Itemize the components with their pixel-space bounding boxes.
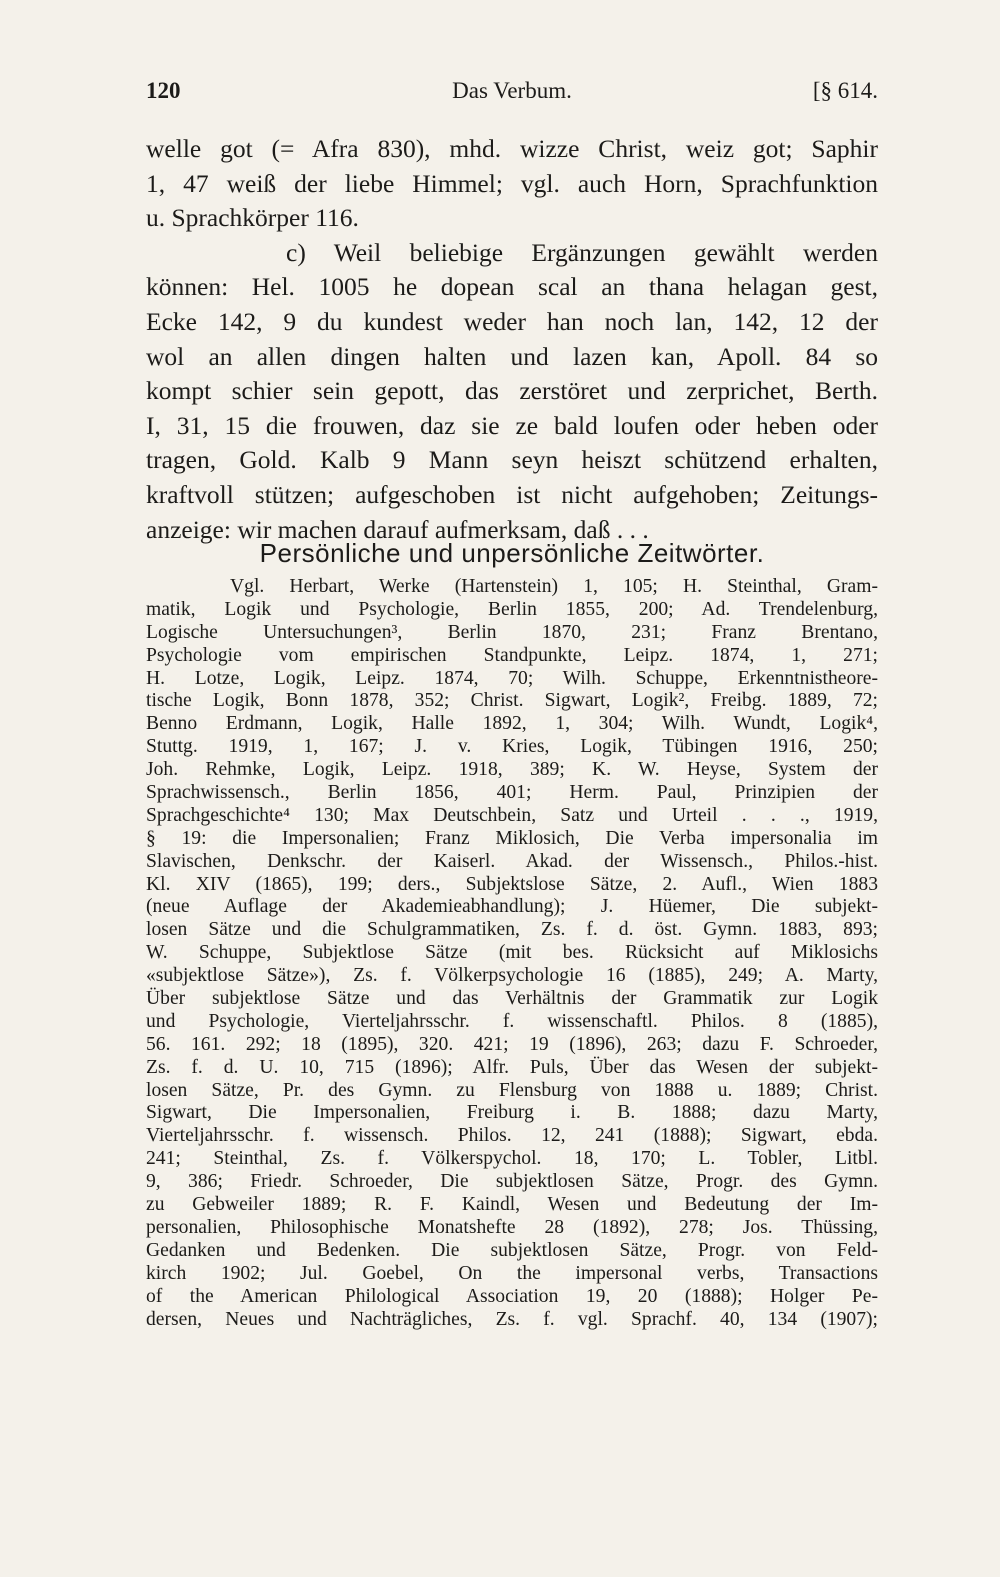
text-line: anzeige: wir machen darauf aufmerksam, daß . . . (146, 514, 649, 544)
biblio-line: § 19: die Impersonalien; Franz Miklosich, Die Verba impersonalia im (146, 827, 878, 849)
biblio-line: Sprachwissensch., Berlin 1856, 401; Herm. Paul, Prinzipien der (146, 782, 878, 804)
biblio-line: tische Logik, Bonn 1878, 352; Christ. Sigwart, Logik², Freibg. 1889, 72; (146, 690, 878, 712)
biblio-line: matik, Logik und Psychologie, Berlin 1855, 200; Ad. Trendelenburg, (146, 598, 878, 620)
biblio-line: Gedanken und Bedenken. Die subjektlosen Sätze, Progr. von Feld- (146, 1239, 878, 1261)
biblio-line: Sigwart, Die Impersonalien, Freiburg i. B. 1888; dazu Marty, (146, 1102, 878, 1124)
page-header (146, 78, 878, 112)
biblio-line: losen Sätze, Pr. des Gymn. zu Flensburg von 1888 u. 1889; Christ. (146, 1079, 878, 1101)
biblio-line: Stuttg. 1919, 1, 167; J. v. Kries, Logik, Tübingen 1916, 250; (146, 736, 878, 758)
running-title: Das Verbum. (452, 78, 572, 103)
text-line: 1, 47 weiß der liebe Himmel; vgl. auch Horn, Sprachfunktion (146, 168, 878, 198)
text-line: u. Sprachkörper 116. (146, 203, 359, 233)
biblio-line: Kl. XIV (1865), 199; ders., Subjektslose Sätze, 2. Aufl., Wien 1883 (146, 873, 878, 895)
text-line: c) Weil beliebige Ergänzungen gewählt werden (286, 237, 878, 267)
page-number: 120 (146, 78, 181, 103)
biblio-line: personalien, Philosophische Monatshefte 28 (1892), 278; Jos. Thüssing, (146, 1216, 878, 1238)
biblio-line: losen Sätze und die Schulgrammatiken, Zs. f. d. öst. Gymn. 1883, 893; (146, 919, 878, 941)
biblio-line: W. Schuppe, Subjektlose Sätze (mit bes. Rücksicht auf Miklosichs (146, 942, 878, 964)
biblio-line: Slavischen, Denkschr. der Kaiserl. Akad. der Wissensch., Philos.-hist. (146, 850, 878, 872)
biblio-line: (neue Auflage der Akademieabhandlung); J. Hüemer, Die subjekt- (146, 896, 878, 918)
biblio-line: 56. 161. 292; 18 (1895), 320. 421; 19 (1896), 263; dazu F. Schroeder, (146, 1033, 878, 1055)
biblio-line: Zs. f. d. U. 10, 715 (1896); Alfr. Puls, Über das Wesen der subjekt- (146, 1056, 878, 1078)
biblio-line: kirch 1902; Jul. Goebel, On the impersonal verbs, Transactions (146, 1262, 878, 1284)
biblio-line: H. Lotze, Logik, Leipz. 1874, 70; Wilh. Schuppe, Erkenntnistheore- (146, 667, 878, 689)
biblio-line: Joh. Rehmke, Logik, Leipz. 1918, 389; K. W. Heyse, System der (146, 759, 878, 781)
text-line: können: Hel. 1005 he dopean scal an thana helagan gest, (146, 272, 878, 302)
text-line: Ecke 142, 9 du kundest weder han noch lan, 142, 12 der (146, 306, 878, 336)
biblio-line: zu Gebweiler 1889; R. F. Kaindl, Wesen und Bedeutung der Im- (146, 1194, 878, 1216)
biblio-line: of the American Philological Association 19, 20 (1888); Holger Pe- (146, 1285, 878, 1307)
text-line: wol an allen dingen halten und lazen kan, Apoll. 84 so (146, 341, 878, 371)
main-text-block (146, 132, 878, 547)
text-line: I, 31, 15 die frouwen, daz sie ze bald loufen oder heben oder (146, 410, 878, 440)
text-line: welle got (= Afra 830), mhd. wizze Christ, weiz got; Saphir (146, 134, 878, 163)
biblio-line: Vgl. Herbart, Werke (Hartenstein) 1, 105; H. Steinthal, Gram- (230, 576, 878, 597)
biblio-line: Psychologie vom empirischen Standpunkte, Leipz. 1874, 1, 271; (146, 644, 878, 666)
text-line: tragen, Gold. Kalb 9 Mann seyn heiszt schützend erhalten, (146, 445, 878, 475)
biblio-line: Logische Untersuchungen³, Berlin 1870, 231; Franz Brentano, (146, 621, 878, 643)
biblio-line: Über subjektlose Sätze und das Verhältnis der Grammatik zur Logik (146, 988, 878, 1010)
section-reference: [§ 614. (812, 78, 878, 103)
biblio-line: «subjektlose Sätze»), Zs. f. Völkerpsychologie 16 (1885), 249; A. Marty, (146, 965, 878, 987)
bibliography-block (146, 576, 878, 1331)
text-line: kompt schier sein gepott, das zerstöret und zerprichet, Berth. (146, 376, 878, 406)
biblio-line: Vierteljahrsschr. f. wissensch. Philos. 12, 241 (1888); Sigwart, ebda. (146, 1125, 878, 1147)
biblio-line: Sprachgeschichte⁴ 130; Max Deutschbein, Satz und Urteil . . ., 1919, (146, 804, 878, 826)
biblio-line: 9, 386; Friedr. Schroeder, Die subjektlosen Sätze, Progr. des Gymn. (146, 1171, 878, 1193)
section-heading: Persönliche und unpersönliche Zeitwörter. (259, 538, 765, 568)
biblio-line: 241; Steinthal, Zs. f. Völkerspychol. 18, 170; L. Tobler, Litbl. (146, 1148, 878, 1170)
biblio-line: dersen, Neues und Nachträgliches, Zs. f. vgl. Sprachf. 40, 134 (1907); (146, 1308, 878, 1330)
text-line: kraftvoll stützen; aufgeschoben ist nicht aufgehoben; Zeitungs- (146, 479, 878, 509)
biblio-line: Benno Erdmann, Logik, Halle 1892, 1, 304; Wilh. Wundt, Logik⁴, (146, 713, 878, 735)
biblio-line: und Psychologie, Vierteljahrsschr. f. wissenschaftl. Philos. 8 (1885), (146, 1010, 878, 1032)
